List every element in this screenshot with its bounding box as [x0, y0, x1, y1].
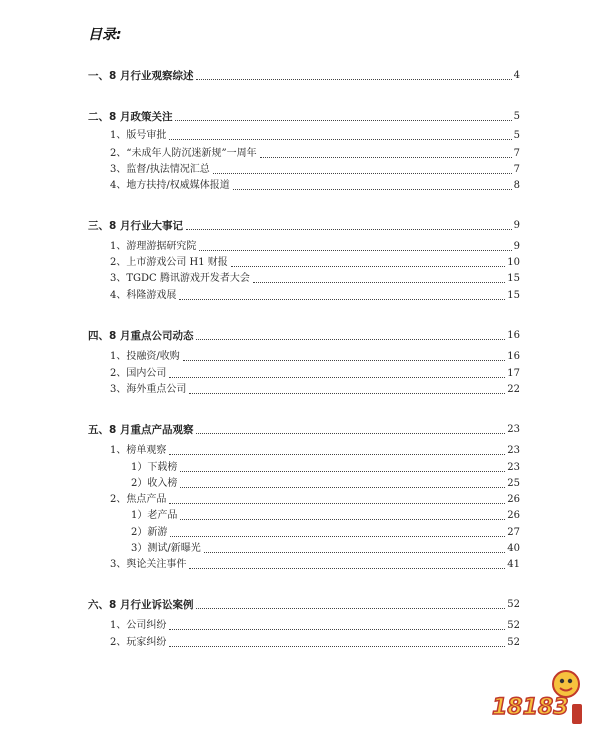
toc-entry-label: 4、地方扶持/权威媒体报道 [110, 180, 230, 191]
dot-leader [169, 646, 505, 647]
toc-page-number: 23 [507, 462, 520, 473]
dot-leader [260, 157, 512, 158]
toc-entry-label: 1、公司纠纷 [110, 620, 167, 631]
toc-section-3[interactable] [88, 218, 520, 232]
toc-item[interactable] [110, 443, 520, 457]
toc-page-number: 7 [513, 148, 520, 159]
toc-section-2[interactable] [88, 109, 520, 123]
toc-entry-label: 2）新游 [131, 527, 168, 538]
toc-page-number: 25 [507, 478, 520, 489]
toc-item[interactable] [110, 146, 520, 160]
toc-subitem[interactable] [131, 525, 520, 539]
dot-leader [180, 471, 505, 472]
toc-subitem[interactable] [131, 460, 520, 474]
dot-leader [169, 377, 505, 378]
toc-page-number: 8 [513, 180, 520, 191]
dot-leader [199, 250, 511, 251]
toc-item[interactable] [110, 382, 520, 396]
toc-entry-label: 2、“未成年人防沉迷新规”一周年 [110, 148, 257, 159]
toc-item[interactable] [110, 288, 520, 302]
toc-page-number: 9 [513, 220, 520, 231]
dot-leader [231, 266, 505, 267]
toc-entry-label: 2、上市游戏公司 H1 财报 [110, 257, 228, 268]
toc-entry-label: 3、舆论关注事件 [110, 559, 187, 570]
dot-leader [183, 360, 506, 361]
toc-item[interactable] [110, 618, 520, 632]
toc-page-number: 40 [507, 543, 520, 554]
dot-leader [196, 433, 505, 434]
dot-leader [253, 282, 505, 283]
dot-leader [196, 608, 505, 609]
toc-entry-label: 1、游理游据研究院 [110, 241, 197, 252]
18183-logo-graphic [492, 664, 584, 728]
dot-leader [169, 503, 505, 504]
toc-subitem[interactable] [131, 476, 520, 490]
dot-leader [189, 568, 505, 569]
toc-item[interactable] [110, 178, 520, 192]
toc-subitem[interactable] [131, 508, 520, 522]
dot-leader [213, 173, 512, 174]
toc-subitem[interactable] [131, 541, 520, 555]
toc-page-number: 23 [507, 445, 520, 456]
toc-page-number: 52 [507, 637, 520, 648]
dot-leader [179, 299, 505, 300]
toc-item[interactable] [110, 271, 520, 285]
toc-entry-label: 3、海外重点公司 [110, 384, 187, 395]
toc-entry-label: 1、版号审批 [110, 130, 167, 141]
toc-section-5[interactable] [88, 422, 520, 436]
toc-page-number: 10 [507, 257, 520, 268]
toc-page-number: 52 [507, 599, 520, 610]
dot-leader [180, 519, 505, 520]
toc-section-1[interactable] [88, 68, 520, 82]
toc-item[interactable] [110, 557, 520, 571]
toc-entry-label: 一、8 月行业观察综述 [88, 70, 194, 82]
toc-page-number: 15 [507, 273, 520, 284]
toc-entry-label: 2、国内公司 [110, 368, 167, 379]
toc-page-number: 16 [507, 330, 520, 341]
toc-page-number: 22 [507, 384, 520, 395]
toc-page-number: 41 [507, 559, 520, 570]
toc-item[interactable] [110, 255, 520, 269]
18183-logo-icon [492, 664, 584, 728]
toc-entry-label: 1）老产品 [131, 510, 178, 521]
toc-entry-label: 2）收入榜 [131, 478, 178, 489]
toc-entry-label: 3、监督/执法情况汇总 [110, 164, 210, 175]
toc-item[interactable] [110, 635, 520, 649]
toc-page-number: 26 [507, 510, 520, 521]
toc-page-number: 17 [507, 368, 520, 379]
toc-page-number: 5 [513, 130, 520, 141]
toc-entry-label: 五、8 月重点产品观察 [88, 424, 194, 436]
toc-title: 目录: [88, 27, 122, 43]
toc-entry-label: 2、玩家纠纷 [110, 637, 167, 648]
toc-page-number: 27 [507, 527, 520, 538]
toc-item[interactable] [110, 128, 520, 142]
dot-leader [196, 79, 511, 80]
toc-entry-label: 1）下载榜 [131, 462, 178, 473]
toc-item[interactable] [110, 492, 520, 506]
toc-page-number: 15 [507, 290, 520, 301]
dot-leader [170, 536, 505, 537]
dot-leader [196, 339, 505, 340]
toc-page-number: 7 [513, 164, 520, 175]
toc-item[interactable] [110, 162, 520, 176]
dot-leader [180, 487, 505, 488]
toc-entry-label: 3、TGDC 腾讯游戏开发者大会 [110, 273, 250, 284]
toc-entry-label: 三、8 月行业大事记 [88, 220, 183, 232]
dot-leader [186, 229, 512, 230]
toc-page-number: 9 [513, 241, 520, 252]
toc-entry-label: 四、8 月重点公司动态 [88, 330, 194, 342]
toc-item[interactable] [110, 349, 520, 363]
toc-entry-label: 3）测试/新曝光 [131, 543, 201, 554]
dot-leader [233, 189, 512, 190]
toc-entry-label: 二、8 月政策关注 [88, 111, 173, 123]
toc-item[interactable] [110, 366, 520, 380]
toc-page-number: 16 [507, 351, 520, 362]
toc-page-number: 5 [513, 111, 520, 122]
toc-entry-label: 4、科隆游戏展 [110, 290, 177, 301]
dot-leader [169, 629, 505, 630]
dot-leader [189, 393, 505, 394]
toc-section-6[interactable] [88, 597, 520, 611]
dot-leader [169, 454, 505, 455]
dot-leader [169, 139, 511, 140]
toc-page-number: 26 [507, 494, 520, 505]
toc-section-4[interactable] [88, 328, 520, 342]
dot-leader [204, 552, 506, 553]
toc-entry-label: 1、榜单观察 [110, 445, 167, 456]
watermark-text: 18183 [492, 695, 569, 720]
dot-leader [175, 120, 511, 121]
toc-page-number: 52 [507, 620, 520, 631]
toc-entry-label: 六、8 月行业诉讼案例 [88, 599, 194, 611]
toc-entry-label: 1、投融资/收购 [110, 351, 180, 362]
toc-page-number: 4 [513, 70, 520, 81]
toc-item[interactable] [110, 239, 520, 253]
toc-entry-label: 2、焦点产品 [110, 494, 167, 505]
toc-page-number: 23 [507, 424, 520, 435]
